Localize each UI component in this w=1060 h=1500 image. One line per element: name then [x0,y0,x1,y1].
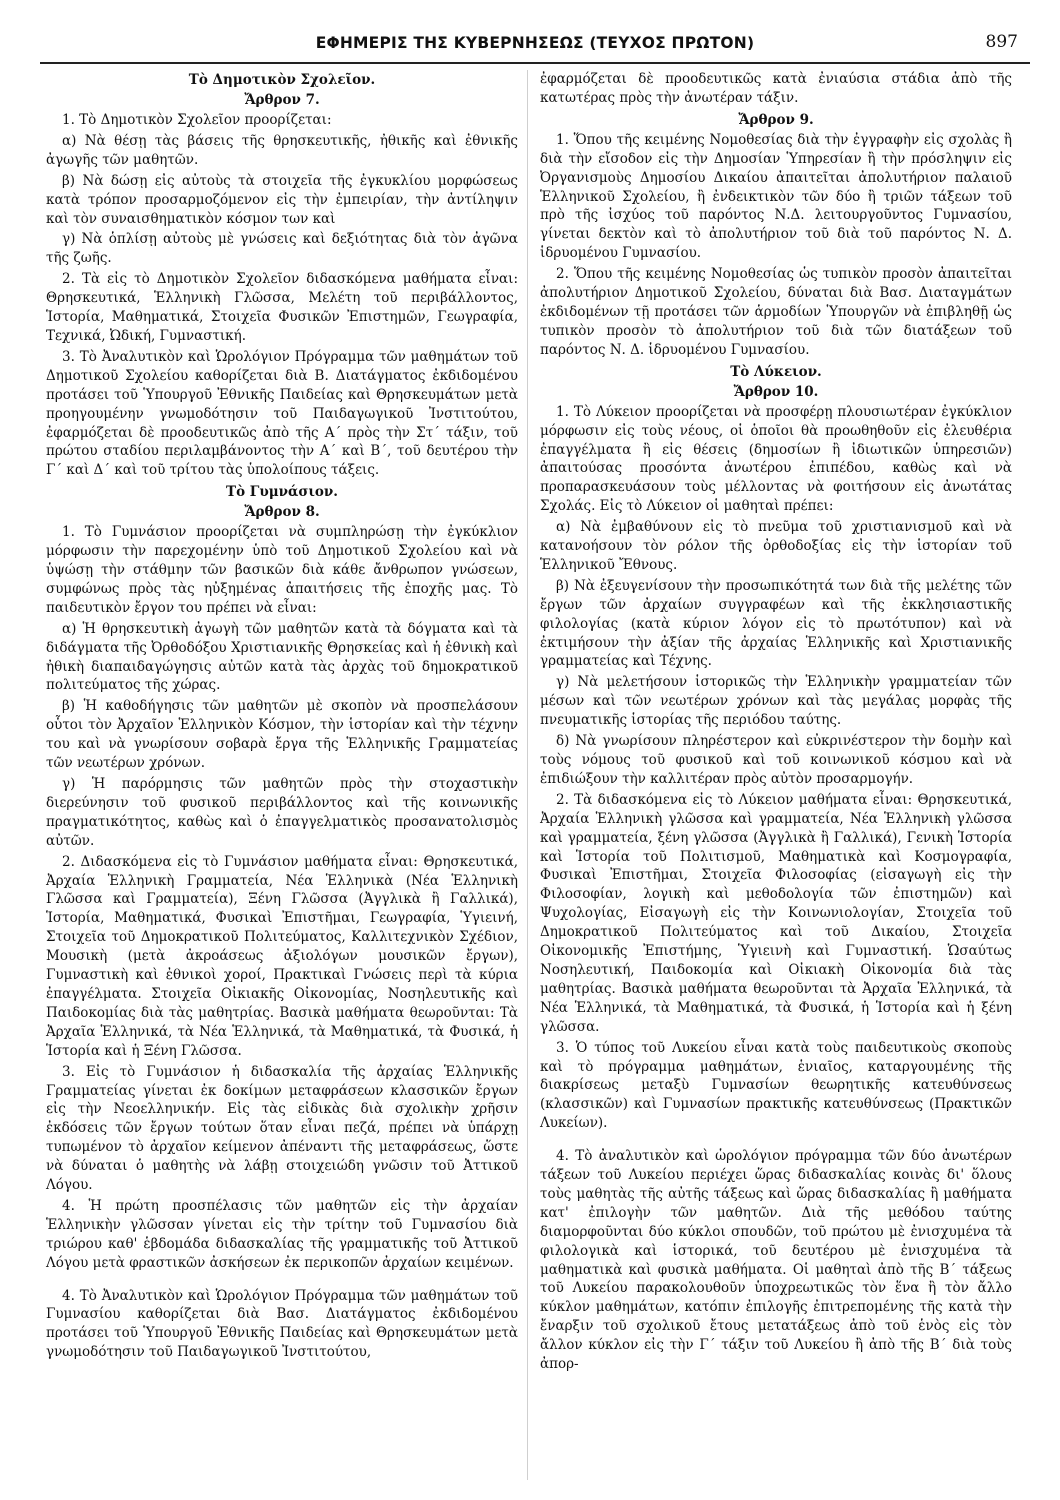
right-paragraph: 2. Ὅπου τῆς κειμένης Νομοθεσίας ὡς τυπικὸν προσὸν ἀπαιτεῖται ἀπολυτήριον Δημοτικοῦ Σχολείου, δύναται διὰ Βασ. Διαταγμάτων ἐκδιδομένων τῇ προτάσει τῶν ἁρμοδίων Ὑπουργῶν νὰ ἐπιβληθῇ ὡς τυπικὸν προσὸν τὸ ἀπολυτήριον τοῦ διὰ τῶν διατάξεων τοῦ παρόντος Ν. Δ. ἱδρυομένου Γυμνασίου. [540,266,1012,358]
left-paragraph: 1. Τὸ Γυμνάσιον προορίζεται νὰ συμπληρώσῃ τὴν ἐγκύκλιον μόρφωσιν τὴν παρεχομένην ὑπὸ τοῦ Δημοτικοῦ Σχολείου καὶ νὰ ὑψώσῃ τὴν στάθμην τῶν βασικῶν διὰ κάθε ἄνθρωπον γνώσεων, συμφώνως πρὸς τὰς ηὐξημένας ἀπαιτήσεις τῆς ἐποχῆς μας. Τὸ παιδευτικὸν ἔργον του πρέπει νὰ εἶναι: [46,524,518,616]
section-heading: Τὸ Λύκειον. [730,363,822,380]
paragraph-gap [46,1275,518,1287]
article-heading: Ἄρθρον 7. [244,92,320,108]
right-paragraph: β) Νὰ ἐξευγενίσουν τὴν προσωπικότητά των διὰ τῆς μελέτης τῶν ἔργων τῶν ἀρχαίων συγγραφέων καὶ τῆς ἐκκλησιαστικῆς φιλολογίας (κατὰ κύριον λόγον εἰς τὸ πρωτότυπον) καὶ νὰ ἐκτιμήσουν τὴν ἀξίαν τῆς ἀρχαίας Ἑλληνικῆς καὶ Χριστιανικῆς γραμματείας καὶ Τέχνης. [540,577,1012,670]
article-heading: Ἄρθρον 10. [733,383,819,400]
left-column [46,70,518,1364]
article-heading: Ἄρθρον 8. [244,504,320,521]
page-number: 897 [985,32,1018,52]
left-paragraph: 3. Εἰς τὸ Γυμνάσιον ἡ διδασκαλία τῆς ἀρχαίας Ἑλληνικῆς Γραμματείας γίνεται ἐκ δοκίμων μεταφράσεων κλασσικῶν ἔργων εἰς τὴν Νεοελληνικήν. Εἰς τὰς εἰδικὰς διὰ σχολικὴν χρῆσιν ἐκδόσεις τῶν ἔργων τούτων ὅταν εἶναι πεζά, πρέπει νὰ ὑπάρχῃ τυπωμένον τὸ ἀρχαῖον κείμενον ἀπέναντι τῆς μεταφράσεως, ὥστε νὰ δύναται ὁ μαθητὴς νὰ λάβῃ στοιχειώδη γνῶσιν τοῦ Ἀττικοῦ Λόγου. [46,1063,518,1194]
left-paragraph: 4. Ἡ πρώτη προσπέλασις τῶν μαθητῶν εἰς τὴν ἀρχαίαν Ἑλληνικὴν γλῶσσαν γίνεται εἰς τὴν τρίτην τοῦ Γυμνασίου διὰ τριώρου καθ' ἑβδομάδα διδασκαλίας τῆς γραμματικῆς τοῦ Ἀττικοῦ Λόγου μετὰ φραστικῶν ἀσκήσεων ἐκ περικοπῶν ἀρχαίων κειμένων. [46,1197,518,1271]
right-paragraph: γ) Νὰ μελετήσουν ἱστορικῶς τὴν Ἑλληνικὴν γραμματείαν τῶν μέσων καὶ τῶν νεωτέρων χρόνων καὶ τὰς μεγάλας μορφὰς τῆς πνευματικῆς ἱστορίας τῆς περιόδου ταύτης. [540,674,1012,729]
left-paragraph: γ) Ἡ παρόρμησις τῶν μαθητῶν πρὸς τὴν στοχαστικὴν διερεύνησιν τοῦ φυσικοῦ περιβάλλοντος καὶ τῆς κοινωνικῆς πραγματικότητος, καθὼς καὶ ὁ ἐπαγγελματικὸς προσανατολισμὸς αὐτῶν. [46,776,518,849]
left-paragraph: α) Ἡ θρησκευτικὴ ἀγωγὴ τῶν μαθητῶν κατὰ τὰ δόγματα καὶ τὰ διδάγματα τῆς Ὀρθοδόξου Χριστιανικῆς Θρησκείας καὶ ἡ ἐθνικὴ καὶ ἠθικὴ διαπαιδαγώγησις αὐτῶν κατὰ τὰς ἀρχὰς τοῦ δημοκρατικοῦ πολιτεύματος τῆς χώρας. [46,620,518,694]
left-paragraph: 2. Διδασκόμενα εἰς τὸ Γυμνάσιον μαθήματα εἶναι: Θρησκευτικά, Ἀρχαία Ἑλληνικὴ Γραμματεία, Νέα Ἑλληνικὰ (Νέα Ἑλληνικὴ Γλῶσσα καὶ Γραμματεία), Ξένη Γλῶσσα (Ἀγγλικὰ ἢ Γαλλικά), Ἱστορία, Μαθηματικά, Φυσικαὶ Ἐπιστῆμαι, Γεωγραφία, Ὑγιεινή, Στοιχεῖα τοῦ Δημοκρατικοῦ Πολιτεύματος, Καλλιτεχνικὸν Σχέδιον, Μουσικὴ (μετὰ ἀκροάσεως ἀξιολόγων μουσικῶν ἔργων), Γυμναστικὴ καὶ ἐθνικοὶ χοροί, Πρακτικαὶ Γνώσεις περὶ τὰ κύρια ἐπαγγέλματα. Στοιχεῖα Οἰκιακῆς Οἰκονομίας, Νοσηλευτικῆς καὶ Παιδοκομίας διὰ τὰς μαθητρίας. Βασικὰ μαθήματα θεωροῦνται: Τὰ Ἀρχαῖα Ἑλληνικά, τὰ Νέα Ἑλληνικά, τὰ Μαθηματικά, τὰ Φυσικά, ἡ Ἱστορία καὶ ἡ Ξένη Γλῶσσα. [46,853,518,1059]
right-paragraph: 2. Τὰ διδασκόμενα εἰς τὸ Λύκειον μαθήματα εἶναι: Θρησκευτικά, Ἀρχαία Ἑλληνικὴ γλῶσσα καὶ γραμματεία, Νέα Ἑλληνικὴ γλῶσσα καὶ γραμματεία, ξένη γλῶσσα (Ἀγγλικὰ ἢ Γαλλικά), Γενικὴ Ἱστορία καὶ Ἱστορία τοῦ Πολιτισμοῦ, Μαθηματικὰ καὶ Κοσμογραφία, Φυσικαὶ Ἐπιστῆμαι, Στοιχεῖα Φιλοσοφίας (εἰσαγωγὴ εἰς τὴν Φιλοσοφίαν, λογικὴ καὶ μεθοδολογία τῶν ἐπιστημῶν) καὶ Ψυχολογίας, Εἰσαγωγὴ εἰς τὴν Κοινωνιολογίαν, Στοιχεῖα τοῦ Δημοκρατικοῦ Πολιτεύματος καὶ τοῦ Δικαίου, Στοιχεῖα Οἰκονομικῆς Ἐπιστήμης, Ὑγιεινὴ καὶ Γυμναστική. Ὡσαύτως Νοσηλευτική, Παιδοκομία καὶ Οἰκιακὴ Οἰκονομία διὰ τὰς μαθητρίας. Βασικὰ μαθήματα θεωροῦνται τὰ Ἀρχαῖα Ἑλληνικά, τὰ Νέα Ἑλληνικά, τὰ Μαθηματικά, τὰ Φυσικά, ἡ Ἱστορία καὶ ἡ ξένη γλῶσσα. [540,791,1012,1035]
gazette-title: ΕΦΗΜΕΡΙΣ ΤΗΣ ΚΥΒΕΡΝΗΣΕΩΣ (ΤΕΥΧΟΣ ΠΡΩΤΟΝ) [315,34,755,52]
section-heading: Τὸ Δημοτικὸν Σχολεῖον. [188,72,376,88]
left-paragraph: γ) Νὰ ὁπλίσῃ αὐτοὺς μὲ γνώσεις καὶ δεξιότητας διὰ τὸν ἀγῶνα τῆς ζωῆς. [46,231,518,267]
right-column [540,70,1012,1376]
section-heading: Τὸ Γυμνάσιον. [226,484,338,501]
left-paragraph: 3. Τὸ Ἀναλυτικὸν καὶ Ὡρολόγιον Πρόγραμμα τῶν μαθημάτων τοῦ Δημοτικοῦ Σχολείου καθορίζεται διὰ Β. Διατάγματος ἐκδιδομένου προτάσει τοῦ Ὑπουργοῦ Ἐθνικῆς Παιδείας καὶ Θρησκευμάτων μετὰ προηγουμένην γνωμοδότησιν τοῦ Παιδαγωγικοῦ Ἰνστιτούτου, ἐφαρμόζεται δὲ προοδευτικῶς ἀπὸ τῆς Α΄ πρὸς τὴν Στ΄ τάξιν, τοῦ πρώτου σταδίου περιλαμβάνοντος τὴν Α΄ καὶ Β΄, τοῦ δευτέρου τὴν Γ΄ καὶ Δ΄ καὶ τοῦ τρίτου τὰς ὑπολοίπους τάξεις. [46,348,518,479]
left-paragraph: 4. Τὸ Ἀναλυτικὸν καὶ Ὡρολόγιον Πρόγραμμα τῶν μαθημάτων τοῦ Γυμνασίου καθορίζεται διὰ Βασ. Διατάγματος ἐκδιδομένου προτάσει τοῦ Ὑπουργοῦ Ἐθνικῆς Παιδείας καὶ Θρησκευμάτων μετὰ γνωμοδότησιν τοῦ Παιδαγωγικοῦ Ἰνστιτούτου, [46,1287,518,1361]
paragraph-gap [540,1135,1012,1147]
right-paragraph: 1. Τὸ Λύκειον προορίζεται νὰ προσφέρῃ πλουσιωτέραν ἐγκύκλιον μόρφωσιν εἰς τοὺς νέους, οἱ ὁποῖοι θὰ προωθηθοῦν εἰς ἐλευθέρια ἐπαγγέλματα ἢ εἰς θέσεις (δημοσίων ἢ ἰδιωτικῶν ὑπηρεσιῶν) ἀπαιτούσας προσόντα ἀνωτέρου ἐπιπέδου, καθὼς καὶ νὰ προπαρασκευάσουν τοὺς μέλλοντας νὰ φοιτήσουν εἰς ἀνωτάτας Σχολάς. Εἰς τὸ Λύκειον οἱ μαθηταὶ πρέπει: [540,403,1012,515]
column-divider [527,70,528,1480]
right-paragraph: 4. Τὸ ἀναλυτικὸν καὶ ὡρολόγιον πρόγραμμα τῶν δύο ἀνωτέρων τάξεων τοῦ Λυκείου περιέχει ὥρας διδασκαλίας κοινὰς δι' ὅλους τοὺς μαθητὰς τῆς αὐτῆς τάξεως καὶ ὥρας διδασκαλίας ἢ μαθήματα κατ' ἐπιλογὴν τῶν μαθητῶν. Διὰ τῆς μεθόδου ταύτης διαμορφοῦνται δύο κύκλοι σπουδῶν, τοῦ πρώτου μὲ ἐνισχυμένα τὰ φιλολογικὰ καὶ ἱστορικά, τοῦ δευτέρου μὲ ἐνισχυμένα τὰ μαθηματικὰ καὶ φυσικὰ μαθήματα. Οἱ μαθηταὶ ἀπὸ τῆς Β΄ τάξεως τοῦ Λυκείου παρακολουθοῦν ὑποχρεωτικῶς τὸν ἕνα ἢ τὸν ἄλλο κύκλον μαθημάτων, κατόπιν ἐπιλογῆς ἐπιτρεπομένης τῆς κατὰ τὴν ἔναρξιν τοῦ σχολικοῦ ἔτους μετατάξεως ἀπὸ τοῦ ἑνὸς εἰς τὸν ἄλλον κύκλον εἰς τὴν Γ΄ τάξιν τοῦ Λυκείου ἢ ἀπὸ τῆς Β΄ διὰ τοὺς ἀπορ- [540,1148,1012,1373]
left-paragraph: 2. Τὰ εἰς τὸ Δημοτικὸν Σχολεῖον διδασκόμενα μαθήματα εἶναι: Θρησκευτικά, Ἑλληνικὴ Γλῶσσα, Μελέτη τοῦ περιβάλλοντος, Ἱστορία, Μαθηματικά, Στοιχεῖα Φυσικῶν Ἐπιστημῶν, Γεωγραφία, Τεχνικά, Ὠδική, Γυμναστική. [46,271,518,344]
left-paragraph: β) Ἡ καθοδήγησις τῶν μαθητῶν μὲ σκοπὸν νὰ προσπελάσουν οὗτοι τὸν Ἀρχαῖον Ἑλληνικὸν Κόσμον, τὴν ἱστορίαν καὶ τὴν τέχνην του καὶ νὰ γνωρίσουν σοβαρὰ ἔργα τῆς Ἑλληνικῆς Γραμματείας τῶν νεωτέρων χρόνων. [46,698,518,772]
right-paragraph: δ) Νὰ γνωρίσουν πληρέστερον καὶ εὐκρινέστερον τὴν δομὴν καὶ τοὺς νόμους τοῦ φυσικοῦ καὶ τοῦ κοινωνικοῦ κόσμου καὶ νὰ ἐπιδιώξουν τὴν καλλιτέραν πρὸς αὐτὸν προσαρμογήν. [540,733,1012,787]
right-paragraph: 1. Ὅπου τῆς κειμένης Νομοθεσίας διὰ τὴν ἐγγραφὴν εἰς σχολὰς ἢ διὰ τὴν εἴσοδον εἰς τὴν Δημοσίαν Ὑπηρεσίαν ἢ τὴν πρόσληψιν εἰς Ὀργανισμοὺς Δημοσίου Δικαίου ἀπαιτεῖται ἀπολυτήριον παλαιοῦ Ἑλληνικοῦ Σχολείου, ἢ ἐνδεικτικὸν τῶν δύο ἢ τριῶν τάξεων τοῦ πρὸ τῆς ἰσχύος τοῦ παρόντος Ν.Δ. λειτουργοῦντος Γυμνασίου, γίνεται δεκτὸν καὶ τὸ ἀπολυτήριον τοῦ διὰ τοῦ παρόντος Ν. Δ. ἱδρυομένου Γυμνασίου. [540,131,1012,262]
article-heading: Ἄρθρον 9. [738,111,814,128]
left-paragraph: 1. Τὸ Δημοτικὸν Σχολεῖον προορίζεται: [62,112,332,128]
page-header [40,18,1030,64]
right-paragraph: α) Νὰ ἐμβαθύνουν εἰς τὸ πνεῦμα τοῦ χριστιανισμοῦ καὶ νὰ κατανοήσουν τὸν ρόλον τῆς ὀρθοδοξίας εἰς τὴν ἱστορίαν τοῦ Ἑλληνικοῦ Ἔθνους. [540,519,1012,573]
right-paragraph: 3. Ὁ τύπος τοῦ Λυκείου εἶναι κατὰ τοὺς παιδευτικοὺς σκοποὺς καὶ τὸ πρόγραμμα μαθημάτων, ἑνιαῖος, καταργουμένης τῆς διακρίσεως μεταξὺ Γυμνασίων θεωρητικῆς κατευθύνσεως (κλασσικῶν) καὶ Γυμνασίων πρακτικῆς κατευθύνσεως (Πρακτικῶν Λυκείων). [540,1039,1012,1132]
right-paragraph: ἐφαρμόζεται δὲ προοδευτικῶς κατὰ ἐνιαύσια στάδια ἀπὸ τῆς κατωτέρας πρὸς τὴν ἀνωτέραν τάξιν. [540,71,1012,106]
left-paragraph: β) Νὰ δώσῃ εἰς αὐτοὺς τὰ στοιχεῖα τῆς ἐγκυκλίου μορφώσεως κατὰ τρόπον προσαρμοζόμενον εἰς τὴν ἐμπειρίαν, τὴν ἀντίληψιν καὶ τὸν συναισθηματικὸν κόσμον των καὶ [46,172,518,227]
left-paragraph: α) Νὰ θέσῃ τὰς βάσεις τῆς θρησκευτικῆς, ἠθικῆς καὶ ἐθνικῆς ἀγωγῆς τῶν μαθητῶν. [46,132,518,168]
